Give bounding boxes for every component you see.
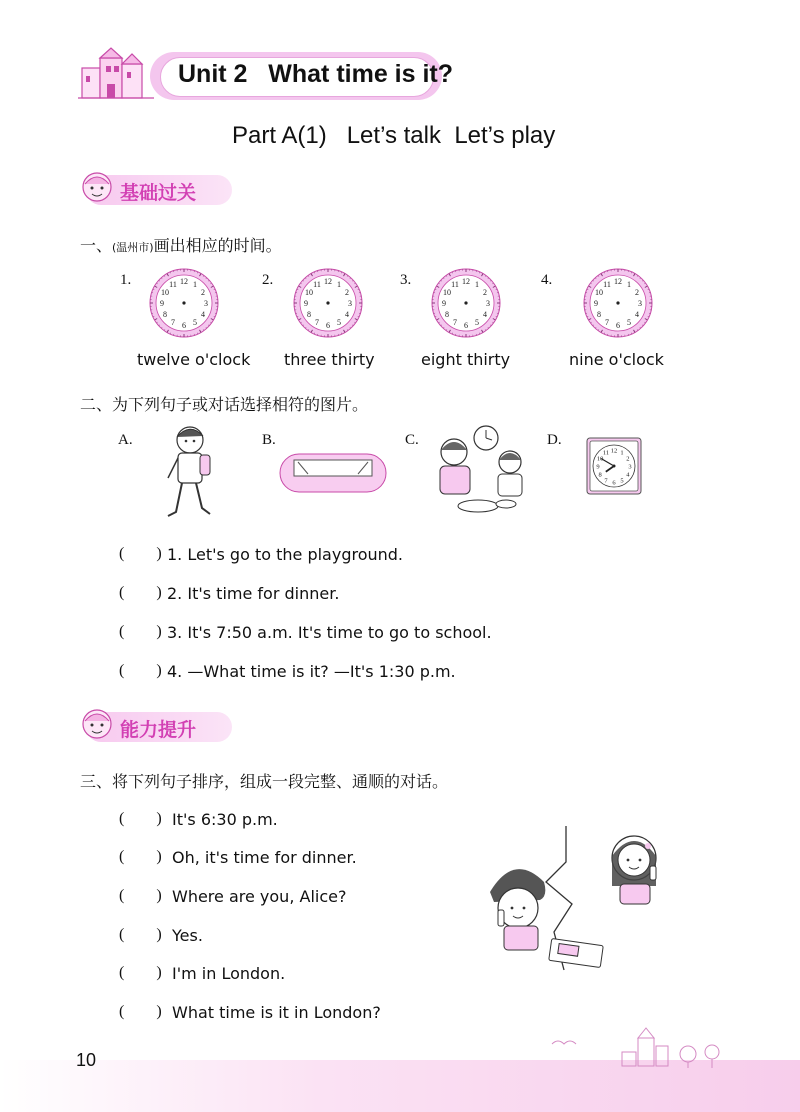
walking-boy-illustration xyxy=(158,422,224,522)
clock-face-icon[interactable] xyxy=(148,267,220,339)
castle-icon xyxy=(78,46,158,102)
svg-text:3: 3 xyxy=(638,299,642,308)
svg-text:1: 1 xyxy=(627,279,631,289)
svg-text:7: 7 xyxy=(171,318,175,328)
clock-number: 2. xyxy=(262,272,274,288)
clock-number: 3. xyxy=(400,272,412,288)
svg-text:8: 8 xyxy=(598,471,602,479)
section-label-advanced: 能力提升 xyxy=(120,719,197,741)
family-dinner-illustration xyxy=(430,422,530,518)
svg-text:9: 9 xyxy=(442,299,446,308)
q3-item-text: It's 6:30 p.m. xyxy=(172,810,278,829)
svg-text:2: 2 xyxy=(483,288,488,297)
svg-text:12: 12 xyxy=(614,277,622,286)
option-label: C. xyxy=(405,432,419,448)
q2-heading: 二、为下列句子或对话选择相符的图片。 xyxy=(80,395,369,414)
answer-blank[interactable]: ( ) xyxy=(119,662,162,679)
square-clock-illustration xyxy=(586,437,642,495)
svg-text:8: 8 xyxy=(596,310,601,319)
clock-label: eight thirty xyxy=(421,350,511,369)
q1-heading: 一、(温州市)画出相应的时间。 xyxy=(80,236,282,255)
svg-text:9: 9 xyxy=(304,299,308,308)
unit-title: Unit 2 What time is it? xyxy=(178,60,454,88)
playground-illustration xyxy=(278,450,388,496)
clock-number: 1. xyxy=(120,272,132,288)
svg-text:9: 9 xyxy=(160,299,164,308)
clock-face-icon[interactable] xyxy=(292,267,364,339)
svg-text:10: 10 xyxy=(304,288,313,297)
svg-text:3: 3 xyxy=(486,299,490,308)
svg-text:4: 4 xyxy=(635,310,640,319)
answer-blank[interactable]: ( ) xyxy=(119,887,162,904)
svg-text:12: 12 xyxy=(462,277,470,286)
svg-text:2: 2 xyxy=(626,455,630,463)
svg-text:10: 10 xyxy=(160,288,169,297)
svg-text:8: 8 xyxy=(306,310,311,319)
clock-number: 4. xyxy=(541,272,553,288)
svg-text:2: 2 xyxy=(201,288,206,297)
svg-text:1: 1 xyxy=(193,279,197,289)
svg-text:10: 10 xyxy=(596,455,604,463)
option-label: B. xyxy=(262,432,276,448)
svg-text:5: 5 xyxy=(193,318,197,328)
clock-label: twelve o'clock xyxy=(137,350,251,369)
svg-text:1: 1 xyxy=(620,449,624,457)
q2-item-text: 1. Let's go to the playground. xyxy=(167,545,404,564)
q2-item-text: 2. It's time for dinner. xyxy=(167,584,340,603)
svg-text:11: 11 xyxy=(602,449,610,457)
svg-text:5: 5 xyxy=(475,318,479,328)
svg-text:4: 4 xyxy=(345,310,350,319)
svg-text:5: 5 xyxy=(620,477,624,485)
q3-item-text: What time is it in London? xyxy=(172,1003,381,1022)
svg-text:7: 7 xyxy=(605,318,609,328)
part-title: Part A(1) Let’s talk Let’s play xyxy=(232,122,556,149)
svg-text:7: 7 xyxy=(604,477,608,485)
svg-text:9: 9 xyxy=(596,463,600,471)
svg-text:2: 2 xyxy=(635,288,640,297)
svg-text:3: 3 xyxy=(348,299,352,308)
q2-item-text: 4. —What time is it? —It's 1:30 p.m. xyxy=(167,662,456,681)
svg-text:12: 12 xyxy=(180,277,188,286)
town-skyline-icon xyxy=(548,1024,738,1068)
svg-text:1: 1 xyxy=(337,279,341,289)
section-label-basic: 基础过关 xyxy=(120,182,197,204)
svg-text:2: 2 xyxy=(345,288,350,297)
svg-text:3: 3 xyxy=(628,463,632,471)
svg-text:11: 11 xyxy=(603,279,611,289)
answer-blank[interactable]: ( ) xyxy=(119,926,162,943)
clock-face-icon[interactable] xyxy=(582,267,654,339)
answer-blank[interactable]: ( ) xyxy=(119,623,162,640)
answer-blank[interactable]: ( ) xyxy=(119,545,162,562)
kid-avatar-icon xyxy=(80,170,114,208)
svg-text:5: 5 xyxy=(627,318,631,328)
svg-text:6: 6 xyxy=(182,321,186,330)
svg-text:8: 8 xyxy=(162,310,167,319)
q3-item-text: Oh, it's time for dinner. xyxy=(172,848,357,867)
svg-text:11: 11 xyxy=(313,279,321,289)
option-label: A. xyxy=(118,432,133,448)
svg-text:10: 10 xyxy=(442,288,451,297)
page-number: 10 xyxy=(76,1050,97,1070)
answer-blank[interactable]: ( ) xyxy=(119,848,162,865)
svg-text:11: 11 xyxy=(451,279,459,289)
svg-text:6: 6 xyxy=(616,321,620,330)
svg-text:12: 12 xyxy=(324,277,332,286)
kid-avatar-icon xyxy=(80,707,114,745)
svg-text:11: 11 xyxy=(169,279,177,289)
answer-blank[interactable]: ( ) xyxy=(119,810,162,827)
svg-text:4: 4 xyxy=(201,310,206,319)
svg-text:6: 6 xyxy=(464,321,468,330)
svg-text:6: 6 xyxy=(326,321,330,330)
svg-text:7: 7 xyxy=(315,318,319,328)
clock-label: nine o'clock xyxy=(569,350,664,369)
clock-label: three thirty xyxy=(284,350,375,369)
q3-item-text: I'm in London. xyxy=(172,964,286,983)
svg-text:9: 9 xyxy=(594,299,598,308)
q2-item-text: 3. It's 7:50 a.m. It's time to go to school. xyxy=(167,623,492,642)
svg-text:3: 3 xyxy=(204,299,208,308)
answer-blank[interactable]: ( ) xyxy=(119,964,162,981)
q3-item-text: Where are you, Alice? xyxy=(172,887,347,906)
phone-call-illustration xyxy=(484,822,674,972)
answer-blank[interactable]: ( ) xyxy=(119,1003,162,1020)
svg-text:1: 1 xyxy=(475,279,479,289)
svg-text:7: 7 xyxy=(453,318,457,328)
clock-face-icon[interactable] xyxy=(430,267,502,339)
q3-heading: 三、将下列句子排序，组成一段完整、通顺的对话。 xyxy=(80,772,449,791)
q3-item-text: Yes. xyxy=(172,926,203,945)
svg-text:6: 6 xyxy=(612,479,616,487)
svg-text:4: 4 xyxy=(483,310,488,319)
answer-blank[interactable]: ( ) xyxy=(119,584,162,601)
svg-text:8: 8 xyxy=(444,310,449,319)
option-label: D. xyxy=(547,432,562,448)
svg-text:5: 5 xyxy=(337,318,341,328)
svg-text:4: 4 xyxy=(626,471,630,479)
svg-text:10: 10 xyxy=(594,288,603,297)
svg-text:12: 12 xyxy=(610,447,618,455)
